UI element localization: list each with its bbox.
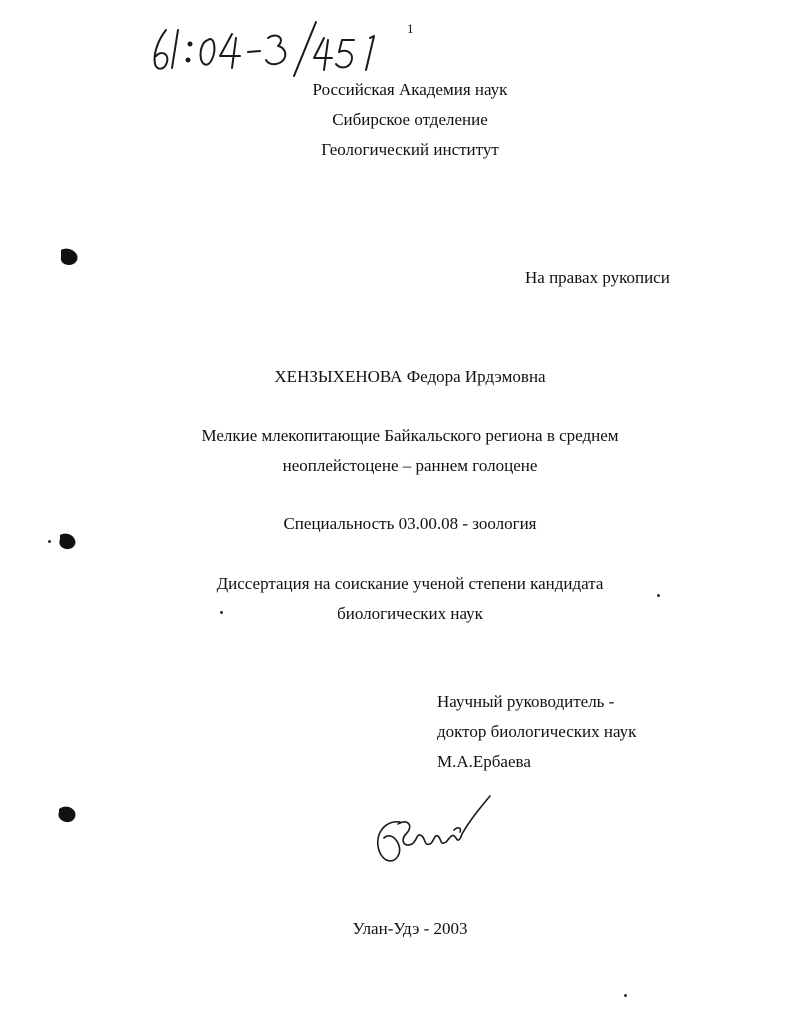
scan-speck	[220, 611, 223, 614]
dissertation-line-1: Диссертация на соискание ученой степени кандидата	[216, 574, 604, 593]
scan-blot	[56, 803, 78, 825]
supervisor-name: М.А.Ербаева	[437, 752, 531, 771]
specialty: Специальность 03.00.08 - зоология	[283, 514, 537, 533]
scan-speck	[624, 994, 627, 997]
city-year: Улан-Удэ - 2003	[352, 919, 468, 938]
scan-speck	[48, 540, 51, 543]
handwritten-signature	[370, 790, 495, 880]
institution-branch: Сибирское отделение	[332, 110, 488, 129]
handwritten-archive-code	[148, 16, 388, 78]
scan-blot	[58, 246, 80, 268]
title-line-2: неоплейстоцене – раннем голоцене	[282, 456, 538, 475]
page-number: 1	[407, 21, 414, 36]
title-line-1: Мелкие млекопитающие Байкальского региона в среднем	[201, 426, 619, 445]
dissertation-line-2: биологических наук	[337, 604, 483, 623]
manuscript-rights: На правах рукописи	[525, 268, 670, 287]
scan-blot	[56, 530, 78, 552]
supervisor-degree: доктор биологических наук	[437, 722, 637, 741]
supervisor-label: Научный руководитель -	[437, 692, 615, 711]
institution-institute: Геологический институт	[321, 140, 499, 159]
institution-academy: Российская Академия наук	[312, 80, 508, 99]
author-name: ХЕНЗЫХЕНОВА Федора Ирдэмовна	[274, 367, 546, 386]
scan-speck	[657, 594, 660, 597]
